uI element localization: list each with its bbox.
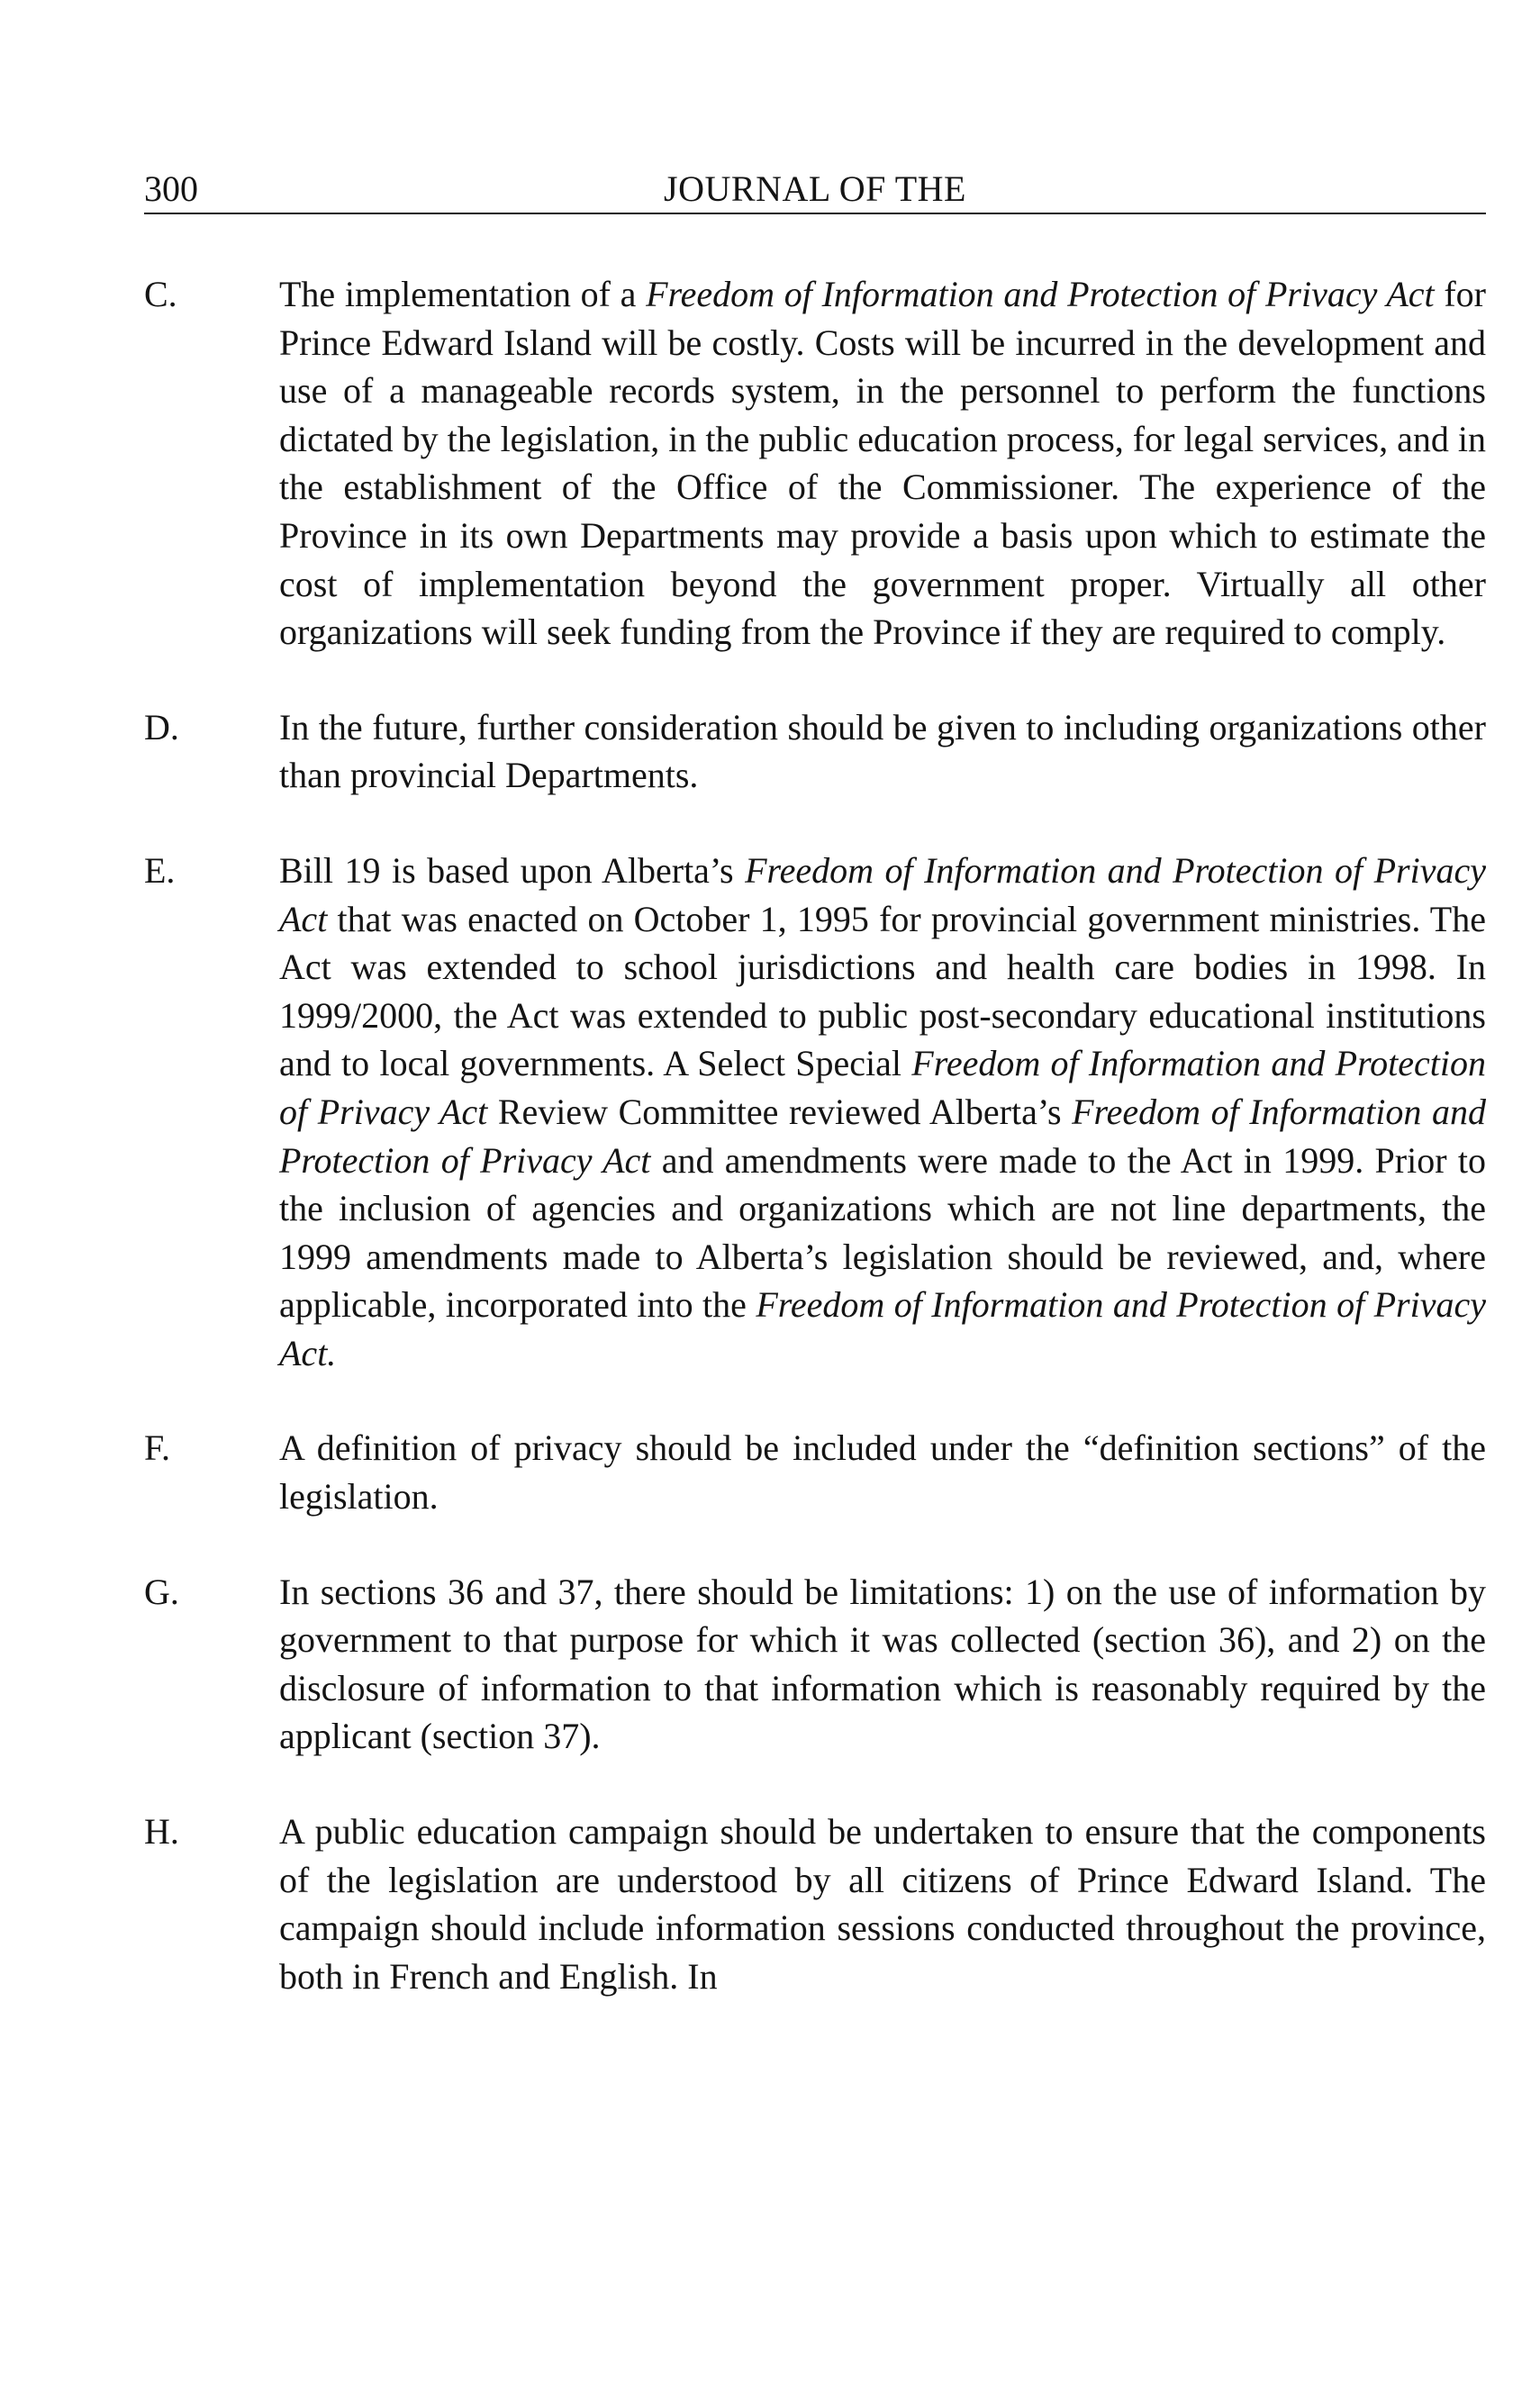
text-segment: A public education campaign should be undertaken to ensure that the components of the legislation are understood by all citizens of Prince Edward Island. The campaign should include information sessions conducted throughout the province, both in French and English. In	[279, 1811, 1486, 1997]
text-segment: Review Committee reviewed Alberta’s	[487, 1091, 1073, 1132]
act-title: Freedom of Information and Protection of Privacy Act	[646, 274, 1435, 314]
item-text	[279, 703, 1486, 800]
item-label: C.	[144, 274, 177, 314]
text-segment: for Prince Edward Island will be costly. Costs will be incurred in the development and use of a manageable records system, in the personnel to perform the functions dictated by the legislation, in the public education process, for legal services, and in the establishment of the Office of the Commissioner. The experience of the Province in its own Departments may provide a basis upon which to estimate the cost of implementation beyond the government proper. Virtually all other organizations will seek funding from the Province if they are required to comply.	[279, 274, 1486, 653]
item-label: G.	[144, 1571, 179, 1612]
act-title: Freedom of Information and Protection of Privacy Act	[279, 1043, 1487, 1132]
item-text	[279, 1568, 1486, 1761]
recommendation-list	[144, 270, 1486, 2047]
text-segment: In sections 36 and 37, there should be limitations: 1) on the use of information by government to that purpose for which it was collected (section 36), and 2) on the disclosure of information to that information which is reasonably required by the applicant (section 37).	[279, 1571, 1486, 1757]
item-label: F.	[144, 1427, 171, 1469]
item-text	[279, 847, 1486, 1378]
text-segment: Bill 19 is based upon Alberta’s	[279, 849, 746, 891]
list-item	[144, 703, 1486, 800]
list-item	[144, 847, 1486, 1378]
act-title: Freedom of Information and Protection of Privacy Act	[279, 849, 1486, 939]
text-segment: that was enacted on October 1, 1995 for provincial government ministries. The Act was extended to school jurisdictions and health care bodies in 1998. In 1999/2000, the Act was extended to public post-secondary educational institutions and to local governments. A Select Special	[279, 898, 1486, 1084]
act-title: Freedom of Information and Protection of Privacy Act	[279, 1091, 1486, 1181]
list-item	[144, 1424, 1486, 1520]
text-segment: A definition of privacy should be included under the “definition sections” of the legislation.	[279, 1427, 1486, 1518]
text-segment: In the future, further consideration should be given to including organizations other than provincial Departments.	[279, 706, 1486, 796]
text-segment: and amendments were made to the Act in 1999. Prior to the inclusion of agencies and organizations which are not line departments, the 1999 amendments made to Alberta’s legislation should be reviewed, and, where applicable, incorporated into the	[279, 1139, 1486, 1326]
item-text	[279, 270, 1486, 657]
item-label: H.	[144, 1811, 179, 1853]
item-label: E.	[144, 849, 176, 891]
item-text	[279, 1424, 1486, 1520]
text-segment: The implementation of a	[279, 274, 647, 314]
list-item	[144, 1568, 1486, 1761]
list-item	[144, 1808, 1486, 2000]
item-label: D.	[144, 706, 179, 748]
item-text	[279, 1808, 1486, 2000]
page-number: 300	[144, 168, 198, 209]
page-header	[144, 162, 1486, 214]
list-item	[144, 270, 1486, 657]
running-head: JOURNAL OF THE	[664, 168, 966, 209]
act-title: Freedom of Information and Protection of Privacy Act.	[279, 1284, 1487, 1373]
